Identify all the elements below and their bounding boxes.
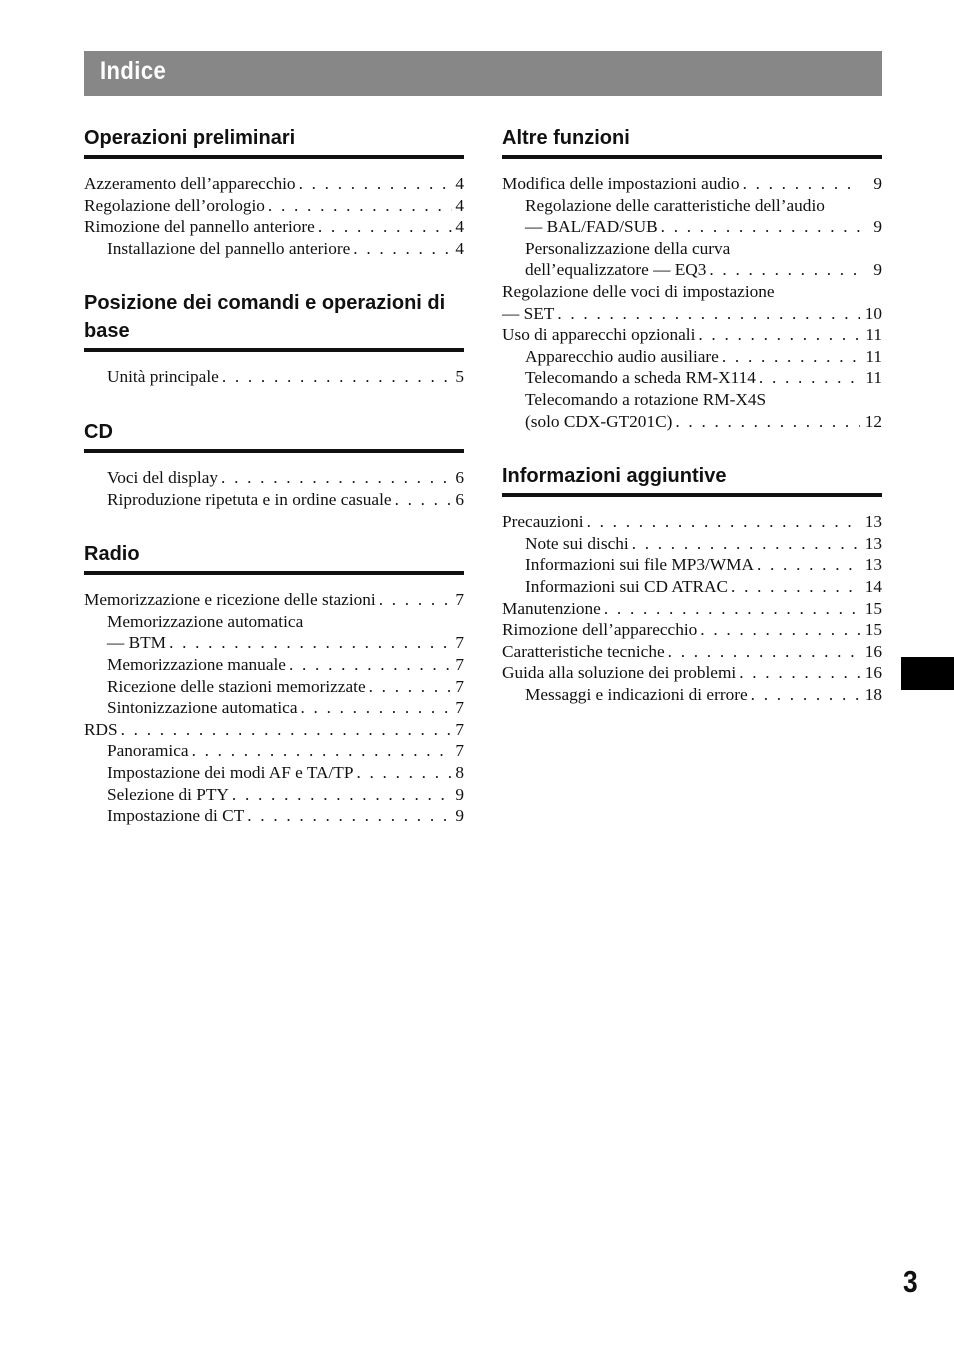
toc-entry[interactable] (84, 589, 464, 611)
toc-entry-text: dell’equalizzatore — EQ3 (525, 260, 707, 280)
dot-leader (698, 324, 860, 346)
toc-section (84, 289, 464, 388)
toc-entry-page: 4 (455, 195, 464, 215)
dot-leader (700, 619, 860, 641)
toc-entry-page: 7 (455, 654, 464, 674)
toc-entry[interactable] (502, 303, 882, 325)
toc-entry-text: Installazione del pannello anteriore (107, 238, 351, 258)
toc-entry-page: 9 (873, 260, 882, 280)
section-heading: Posizione dei comandi e operazioni di base (84, 289, 464, 352)
toc-entry-text: Sintonizzazione automatica (107, 698, 298, 718)
toc-entry[interactable] (502, 195, 882, 217)
toc-entry[interactable] (84, 784, 464, 806)
toc-entry-page: 4 (455, 238, 464, 258)
toc-entry[interactable] (502, 281, 882, 303)
toc-entry[interactable] (502, 511, 882, 533)
dot-leader (668, 641, 860, 663)
toc-entry[interactable] (84, 467, 464, 489)
toc-entry[interactable] (84, 632, 464, 654)
toc-entry-page: 16 (864, 641, 882, 661)
toc-section (84, 540, 464, 827)
section-heading: CD (84, 418, 464, 453)
toc-entry-text: Rimozione dell’apparecchio (502, 620, 698, 640)
toc-entry[interactable] (84, 238, 464, 260)
toc-entry[interactable] (502, 576, 882, 598)
toc-entry-page: 5 (455, 367, 464, 387)
dot-leader (379, 589, 452, 611)
dot-leader (743, 173, 860, 195)
dot-leader (169, 632, 452, 654)
toc-entry[interactable] (502, 619, 882, 641)
toc-entry[interactable] (84, 697, 464, 719)
dot-leader (353, 238, 452, 260)
toc-entry-text: Manutenzione (502, 598, 601, 618)
toc-entry-text: Telecomando a rotazione RM-X4S (525, 389, 767, 409)
toc-entry[interactable] (84, 611, 464, 633)
toc-entry-text: (solo CDX-GT201C) (525, 411, 673, 431)
toc-entry-page: 11 (865, 368, 882, 388)
toc-entry-text: Impostazione di CT (107, 806, 245, 826)
dot-leader (731, 576, 860, 598)
toc-entry-page: 7 (455, 633, 464, 653)
toc-entry[interactable] (84, 762, 464, 784)
dot-leader (739, 662, 860, 684)
toc-entry-page: 7 (455, 719, 464, 739)
toc-column-right (502, 124, 882, 705)
toc-entry[interactable] (502, 641, 882, 663)
toc-entry-page: 7 (455, 676, 464, 696)
toc-entry-text: Personalizzazione della curva (525, 238, 731, 258)
toc-entry-page: 9 (873, 217, 882, 237)
section-heading: Radio (84, 540, 464, 575)
toc-entry[interactable] (502, 662, 882, 684)
toc-entry-text: Impostazione dei modi AF e TA/TP (107, 762, 354, 782)
toc-section (84, 124, 464, 259)
toc-entry-text: Panoramica (107, 741, 189, 761)
toc-section (502, 462, 882, 705)
toc-entry-text: Memorizzazione manuale (107, 654, 286, 674)
toc-entry-page: 13 (864, 533, 882, 553)
toc-entry[interactable] (502, 684, 882, 706)
toc-entry[interactable] (84, 489, 464, 511)
toc-entry-text: Apparecchio audio ausiliare (525, 346, 719, 366)
toc-entry-text: Rimozione del pannello anteriore (84, 217, 315, 237)
toc-entry-text: Guida alla soluzione dei problemi (502, 663, 737, 683)
toc-entry[interactable] (84, 805, 464, 827)
dot-leader (661, 216, 860, 238)
toc-entry-text: Riproduzione ripetuta e in ordine casuale (107, 489, 392, 509)
toc-entry-text: Telecomando a scheda RM-X114 (525, 368, 756, 388)
toc-entry[interactable] (502, 598, 882, 620)
dot-leader (369, 676, 452, 698)
toc-entry-text: Uso di apparecchi opzionali (502, 325, 696, 345)
toc-entry[interactable] (502, 533, 882, 555)
dot-leader (722, 346, 860, 368)
dot-leader (289, 654, 452, 676)
dot-leader (222, 366, 452, 388)
toc-entry-page: 15 (864, 620, 882, 640)
toc-entry-page: 16 (864, 663, 882, 683)
toc-entry-page: 9 (455, 806, 464, 826)
toc-entry-text: Ricezione delle stazioni memorizzate (107, 676, 366, 696)
toc-entry-text: Precauzioni (502, 512, 584, 532)
toc-entry-page: 7 (455, 590, 464, 610)
toc-entry-text: Memorizzazione e ricezione delle stazioni (84, 590, 376, 610)
toc-entry-page: 15 (864, 598, 882, 618)
toc-entry-page: 9 (455, 784, 464, 804)
toc-entry-text: Voci del display (107, 467, 219, 487)
dot-leader (675, 411, 860, 433)
toc-entry-text: Messaggi e indicazioni di errore (525, 684, 748, 704)
toc-entry-text: Azzeramento dell’apparecchio (84, 174, 296, 193)
toc-entry[interactable] (502, 238, 882, 260)
toc-entry-page: 4 (455, 174, 464, 193)
toc-entry-text: Modifica delle impostazioni audio (502, 174, 740, 193)
toc-entry[interactable] (502, 346, 882, 368)
dot-leader (557, 303, 860, 325)
toc-entry-page: 9 (873, 174, 882, 193)
toc-entry[interactable] (502, 411, 882, 433)
toc-entry[interactable] (502, 216, 882, 238)
section-tab-marker (901, 657, 954, 690)
toc-section (84, 418, 464, 510)
toc-entry[interactable] (502, 324, 882, 346)
toc-entry-page: 7 (455, 741, 464, 761)
dot-leader (356, 762, 452, 784)
toc-entry-text: — BAL/FAD/SUB (525, 217, 658, 237)
dot-leader (318, 216, 452, 238)
toc-entry-text: RDS (84, 719, 118, 739)
toc-entry[interactable] (84, 740, 464, 762)
dot-leader (232, 784, 452, 806)
dot-leader (587, 511, 860, 533)
dot-leader (301, 697, 453, 719)
dot-leader (604, 598, 860, 620)
section-heading: Altre funzioni (502, 124, 882, 159)
toc-entry-page: 4 (455, 217, 464, 237)
toc-entry[interactable] (84, 173, 464, 195)
dot-leader (632, 533, 860, 555)
toc-entry-text: Regolazione delle caratteristiche dell’audio (525, 195, 825, 215)
dot-leader (751, 684, 860, 706)
dot-leader (299, 173, 452, 195)
toc-entry-text: Selezione di PTY (107, 784, 229, 804)
toc-entry-text: — SET (502, 303, 555, 323)
toc-entry-page: 11 (865, 325, 882, 345)
dot-leader (709, 259, 860, 281)
toc-entry[interactable] (84, 366, 464, 388)
toc-column-left (84, 124, 464, 827)
toc-entry-page: 6 (455, 489, 464, 509)
dot-leader (221, 467, 452, 489)
toc-entry-page: 10 (864, 303, 882, 323)
page-number: 3 (903, 1264, 918, 1299)
toc-entry-page: 14 (864, 576, 882, 596)
toc-entry[interactable] (502, 554, 882, 576)
toc-entry[interactable] (502, 389, 882, 411)
dot-leader (395, 489, 452, 511)
toc-entry[interactable] (84, 654, 464, 676)
dot-leader (757, 554, 860, 576)
dot-leader (268, 195, 452, 217)
toc-entry-text: Memorizzazione automatica (107, 611, 304, 631)
toc-entry[interactable] (502, 367, 882, 389)
toc-entry-page: 7 (455, 698, 464, 718)
toc-entry[interactable] (502, 259, 882, 281)
dot-leader (247, 805, 452, 827)
page-title: Indice (100, 57, 167, 85)
section-heading: Informazioni aggiuntive (502, 462, 882, 497)
toc-entry-page: 11 (865, 346, 882, 366)
toc-section (502, 124, 882, 432)
toc-entry[interactable] (502, 173, 882, 195)
dot-leader (192, 740, 452, 762)
toc-entry[interactable] (84, 195, 464, 217)
toc-entry-page: 13 (864, 555, 882, 575)
toc-entry-page: 8 (455, 762, 464, 782)
toc-entry-page: 12 (864, 411, 882, 431)
toc-entry[interactable] (84, 676, 464, 698)
toc-entry-text: Regolazione dell’orologio (84, 195, 265, 215)
toc-entry-text: Unità principale (107, 367, 219, 387)
toc-entry[interactable] (84, 719, 464, 741)
toc-entry-text: — BTM (107, 633, 167, 653)
toc-entry-page: 18 (864, 684, 882, 704)
toc-entry-text: Informazioni sui CD ATRAC (525, 576, 729, 596)
section-heading: Operazioni preliminari (84, 124, 464, 159)
toc-entry-page: 13 (864, 512, 882, 532)
toc-entry-text: Note sui dischi (525, 533, 629, 553)
toc-entry-text: Informazioni sui file MP3/WMA (525, 555, 754, 575)
title-bar (84, 51, 882, 96)
toc-entry[interactable] (84, 216, 464, 238)
dot-leader (759, 367, 860, 389)
toc-entry-text: Caratteristiche tecniche (502, 641, 665, 661)
dot-leader (121, 719, 452, 741)
toc-entry-text: Regolazione delle voci di impostazione (502, 281, 775, 301)
toc-entry-page: 6 (455, 467, 464, 487)
